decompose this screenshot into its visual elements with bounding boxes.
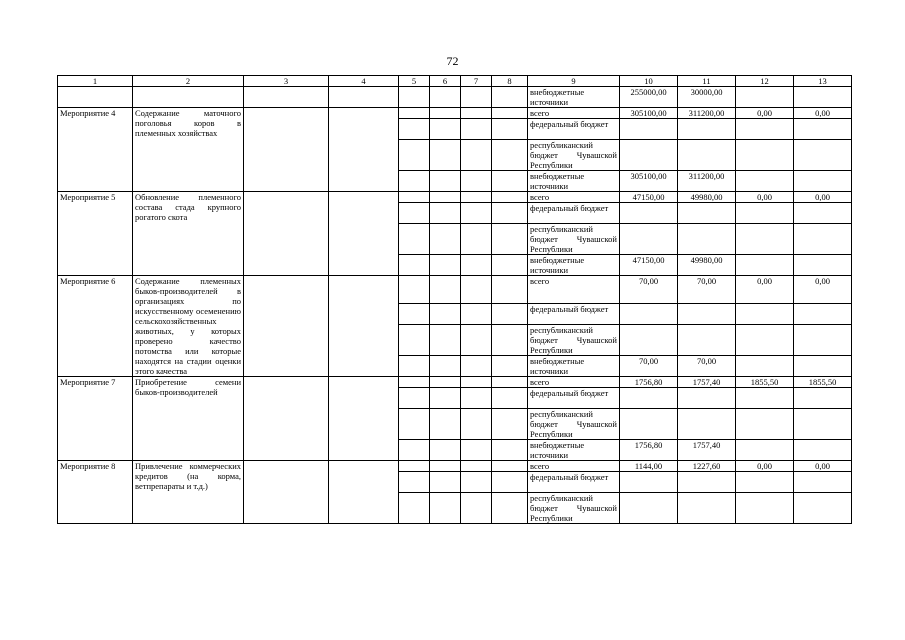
amount-cell [678, 409, 736, 440]
measure-description-cell: Обновление племенного состава стада крупного рогатого скота [133, 192, 244, 276]
source-cell: внебюджетные источники [528, 171, 620, 192]
empty-cell [461, 440, 492, 461]
empty-cell [461, 224, 492, 255]
source-cell: всего [528, 461, 620, 472]
amount-cell [736, 87, 794, 108]
empty-cell [461, 119, 492, 140]
amount-cell [736, 203, 794, 224]
empty-cell [430, 108, 461, 119]
empty-cell [329, 276, 399, 377]
empty-cell [399, 276, 430, 304]
measure-name-cell: Мероприятие 8 [58, 461, 133, 524]
column-number-cell: 13 [794, 76, 852, 87]
empty-cell [461, 409, 492, 440]
empty-cell [430, 325, 461, 356]
amount-cell: 47150,00 [620, 255, 678, 276]
column-number-cell: 12 [736, 76, 794, 87]
amount-cell [794, 325, 852, 356]
column-number-cell: 3 [244, 76, 329, 87]
financing-table [57, 75, 852, 524]
amount-cell [794, 304, 852, 325]
empty-cell [399, 409, 430, 440]
empty-cell [399, 356, 430, 377]
empty-cell [399, 171, 430, 192]
empty-cell [244, 461, 329, 524]
amount-cell: 0,00 [736, 108, 794, 119]
empty-cell [244, 87, 329, 108]
amount-cell: 1757,40 [678, 440, 736, 461]
source-cell: внебюджетные источники [528, 87, 620, 108]
empty-cell [492, 255, 528, 276]
amount-cell [620, 203, 678, 224]
empty-cell [244, 377, 329, 461]
amount-cell: 0,00 [794, 192, 852, 203]
table-body [58, 76, 852, 524]
empty-cell [492, 440, 528, 461]
measure-description-cell: Содержание маточного поголовья коров в племенных хозяйствах [133, 108, 244, 192]
amount-cell [620, 224, 678, 255]
empty-cell [492, 356, 528, 377]
empty-cell [492, 192, 528, 203]
amount-cell [794, 493, 852, 524]
column-number-cell: 10 [620, 76, 678, 87]
empty-cell [399, 461, 430, 472]
amount-cell: 311200,00 [678, 108, 736, 119]
column-number-cell: 1 [58, 76, 133, 87]
amount-cell [620, 493, 678, 524]
empty-cell [461, 388, 492, 409]
empty-cell [492, 87, 528, 108]
amount-cell [620, 119, 678, 140]
amount-cell [620, 388, 678, 409]
source-cell: всего [528, 276, 620, 304]
amount-cell [736, 388, 794, 409]
amount-cell: 49980,00 [678, 192, 736, 203]
empty-cell [461, 255, 492, 276]
source-cell: федеральный бюджет [528, 119, 620, 140]
source-cell: внебюджетные источники [528, 255, 620, 276]
amount-cell [736, 356, 794, 377]
empty-cell [430, 472, 461, 493]
amount-cell: 305100,00 [620, 171, 678, 192]
amount-cell: 1227,60 [678, 461, 736, 472]
amount-cell: 1855,50 [736, 377, 794, 388]
empty-cell [244, 192, 329, 276]
empty-cell [430, 192, 461, 203]
table-row [58, 461, 852, 472]
empty-cell [492, 461, 528, 472]
empty-cell [461, 304, 492, 325]
source-cell: внебюджетные источники [528, 440, 620, 461]
empty-cell [329, 461, 399, 524]
source-cell: федеральный бюджет [528, 203, 620, 224]
amount-cell: 1757,40 [678, 377, 736, 388]
amount-cell: 255000,00 [620, 87, 678, 108]
amount-cell [736, 119, 794, 140]
empty-cell [329, 108, 399, 192]
amount-cell: 1756,80 [620, 440, 678, 461]
empty-cell [461, 140, 492, 171]
amount-cell [620, 304, 678, 325]
amount-cell [736, 493, 794, 524]
empty-cell [399, 192, 430, 203]
page-number: 72 [446, 54, 459, 68]
empty-cell [399, 325, 430, 356]
empty-cell [399, 140, 430, 171]
amount-cell [678, 472, 736, 493]
amount-cell [736, 140, 794, 171]
column-number-cell: 7 [461, 76, 492, 87]
empty-cell [461, 377, 492, 388]
empty-cell [244, 276, 329, 377]
amount-cell: 0,00 [794, 461, 852, 472]
source-cell: федеральный бюджет [528, 304, 620, 325]
column-number-cell: 11 [678, 76, 736, 87]
empty-cell [430, 203, 461, 224]
amount-cell: 49980,00 [678, 255, 736, 276]
amount-cell: 1855,50 [794, 377, 852, 388]
measure-description-cell: Привлечение коммерческих кредитов (на корма, ветпрепараты и т.д.) [133, 461, 244, 524]
empty-cell [430, 388, 461, 409]
empty-cell [399, 224, 430, 255]
empty-cell [399, 108, 430, 119]
empty-cell [399, 493, 430, 524]
empty-cell [329, 192, 399, 276]
empty-cell [492, 304, 528, 325]
source-cell: федеральный бюджет [528, 472, 620, 493]
empty-cell [430, 409, 461, 440]
source-cell: всего [528, 377, 620, 388]
empty-cell [492, 224, 528, 255]
measure-name-cell: Мероприятие 5 [58, 192, 133, 276]
amount-cell [794, 472, 852, 493]
amount-cell [794, 140, 852, 171]
amount-cell [736, 255, 794, 276]
table-row [58, 276, 852, 304]
amount-cell [620, 472, 678, 493]
empty-cell [492, 409, 528, 440]
amount-cell [794, 224, 852, 255]
amount-cell [620, 325, 678, 356]
source-cell: республиканский бюджет Чувашской Республики [528, 325, 620, 356]
empty-cell [461, 356, 492, 377]
empty-cell [399, 119, 430, 140]
measure-description-cell: Приобретение семени быков-производителей [133, 377, 244, 461]
amount-cell: 70,00 [620, 356, 678, 377]
table-row [58, 377, 852, 388]
amount-cell [736, 325, 794, 356]
measure-name-cell: Мероприятие 7 [58, 377, 133, 461]
measure-name-cell: Мероприятие 6 [58, 276, 133, 377]
amount-cell [794, 255, 852, 276]
amount-cell [736, 171, 794, 192]
empty-cell [430, 304, 461, 325]
empty-cell [399, 87, 430, 108]
empty-cell [492, 119, 528, 140]
empty-cell [399, 472, 430, 493]
amount-cell [794, 119, 852, 140]
empty-cell [461, 171, 492, 192]
amount-cell: 311200,00 [678, 171, 736, 192]
source-cell: всего [528, 108, 620, 119]
empty-cell [430, 493, 461, 524]
empty-cell [461, 192, 492, 203]
empty-cell [461, 325, 492, 356]
empty-cell [329, 377, 399, 461]
amount-cell [794, 203, 852, 224]
empty-cell [492, 203, 528, 224]
source-cell: республиканский бюджет Чувашской Республики [528, 140, 620, 171]
empty-cell [461, 276, 492, 304]
empty-cell [430, 461, 461, 472]
amount-cell [736, 224, 794, 255]
empty-cell [492, 108, 528, 119]
empty-cell [492, 377, 528, 388]
empty-cell [492, 493, 528, 524]
empty-cell [244, 108, 329, 192]
column-number-cell: 8 [492, 76, 528, 87]
amount-cell [678, 325, 736, 356]
amount-cell [794, 356, 852, 377]
amount-cell [620, 409, 678, 440]
empty-cell [399, 203, 430, 224]
empty-cell [430, 356, 461, 377]
amount-cell [794, 409, 852, 440]
empty-cell [430, 224, 461, 255]
measure-description-cell: Содержание племенных быков-производителей в организациях по искусственному осеменению сельскохозяйственных животных, у которых проверено качество потомства или которые находятся на стадии оценки этого качества [133, 276, 244, 377]
source-cell: республиканский бюджет Чувашской Республики [528, 409, 620, 440]
empty-cell [430, 171, 461, 192]
column-number-cell: 2 [133, 76, 244, 87]
amount-cell: 0,00 [794, 108, 852, 119]
amount-cell [736, 304, 794, 325]
empty-cell [399, 440, 430, 461]
empty-cell [492, 140, 528, 171]
empty-cell [399, 388, 430, 409]
amount-cell [678, 224, 736, 255]
empty-cell [399, 304, 430, 325]
source-cell: республиканский бюджет Чувашской Республики [528, 493, 620, 524]
amount-cell [794, 388, 852, 409]
empty-cell [399, 377, 430, 388]
amount-cell [678, 119, 736, 140]
empty-cell [461, 87, 492, 108]
column-number-cell: 6 [430, 76, 461, 87]
amount-cell [678, 203, 736, 224]
empty-cell [430, 87, 461, 108]
amount-cell: 0,00 [736, 461, 794, 472]
amount-cell: 0,00 [736, 276, 794, 304]
amount-cell [794, 440, 852, 461]
empty-cell [492, 388, 528, 409]
amount-cell [620, 140, 678, 171]
amount-cell: 47150,00 [620, 192, 678, 203]
empty-cell [430, 255, 461, 276]
amount-cell: 0,00 [794, 276, 852, 304]
amount-cell [678, 140, 736, 171]
source-cell: всего [528, 192, 620, 203]
amount-cell: 0,00 [736, 192, 794, 203]
empty-cell [461, 493, 492, 524]
empty-cell [430, 440, 461, 461]
source-cell: федеральный бюджет [528, 388, 620, 409]
empty-cell [430, 377, 461, 388]
table-row [58, 87, 852, 108]
amount-cell: 1144,00 [620, 461, 678, 472]
amount-cell: 70,00 [678, 276, 736, 304]
empty-cell [399, 255, 430, 276]
empty-cell [461, 472, 492, 493]
empty-cell [461, 203, 492, 224]
empty-cell [430, 119, 461, 140]
amount-cell: 1756,80 [620, 377, 678, 388]
amount-cell: 305100,00 [620, 108, 678, 119]
empty-cell [329, 87, 399, 108]
amount-cell: 70,00 [620, 276, 678, 304]
amount-cell: 70,00 [678, 356, 736, 377]
empty-cell [492, 325, 528, 356]
amount-cell [794, 171, 852, 192]
column-number-cell: 4 [329, 76, 399, 87]
source-cell: республиканский бюджет Чувашской Республики [528, 224, 620, 255]
table-row [58, 192, 852, 203]
measure-name-cell: Мероприятие 4 [58, 108, 133, 192]
empty-cell [133, 87, 244, 108]
empty-cell [492, 276, 528, 304]
empty-cell [461, 108, 492, 119]
amount-cell [678, 304, 736, 325]
amount-cell [736, 409, 794, 440]
amount-cell [794, 87, 852, 108]
column-number-cell: 5 [399, 76, 430, 87]
amount-cell [678, 493, 736, 524]
amount-cell: 30000,00 [678, 87, 736, 108]
empty-cell [58, 87, 133, 108]
empty-cell [430, 276, 461, 304]
empty-cell [492, 472, 528, 493]
empty-cell [430, 140, 461, 171]
column-number-row [58, 76, 852, 87]
amount-cell [678, 388, 736, 409]
column-number-cell: 9 [528, 76, 620, 87]
empty-cell [461, 461, 492, 472]
table-row [58, 108, 852, 119]
amount-cell [736, 440, 794, 461]
empty-cell [492, 171, 528, 192]
amount-cell [736, 472, 794, 493]
source-cell: внебюджетные источники [528, 356, 620, 377]
